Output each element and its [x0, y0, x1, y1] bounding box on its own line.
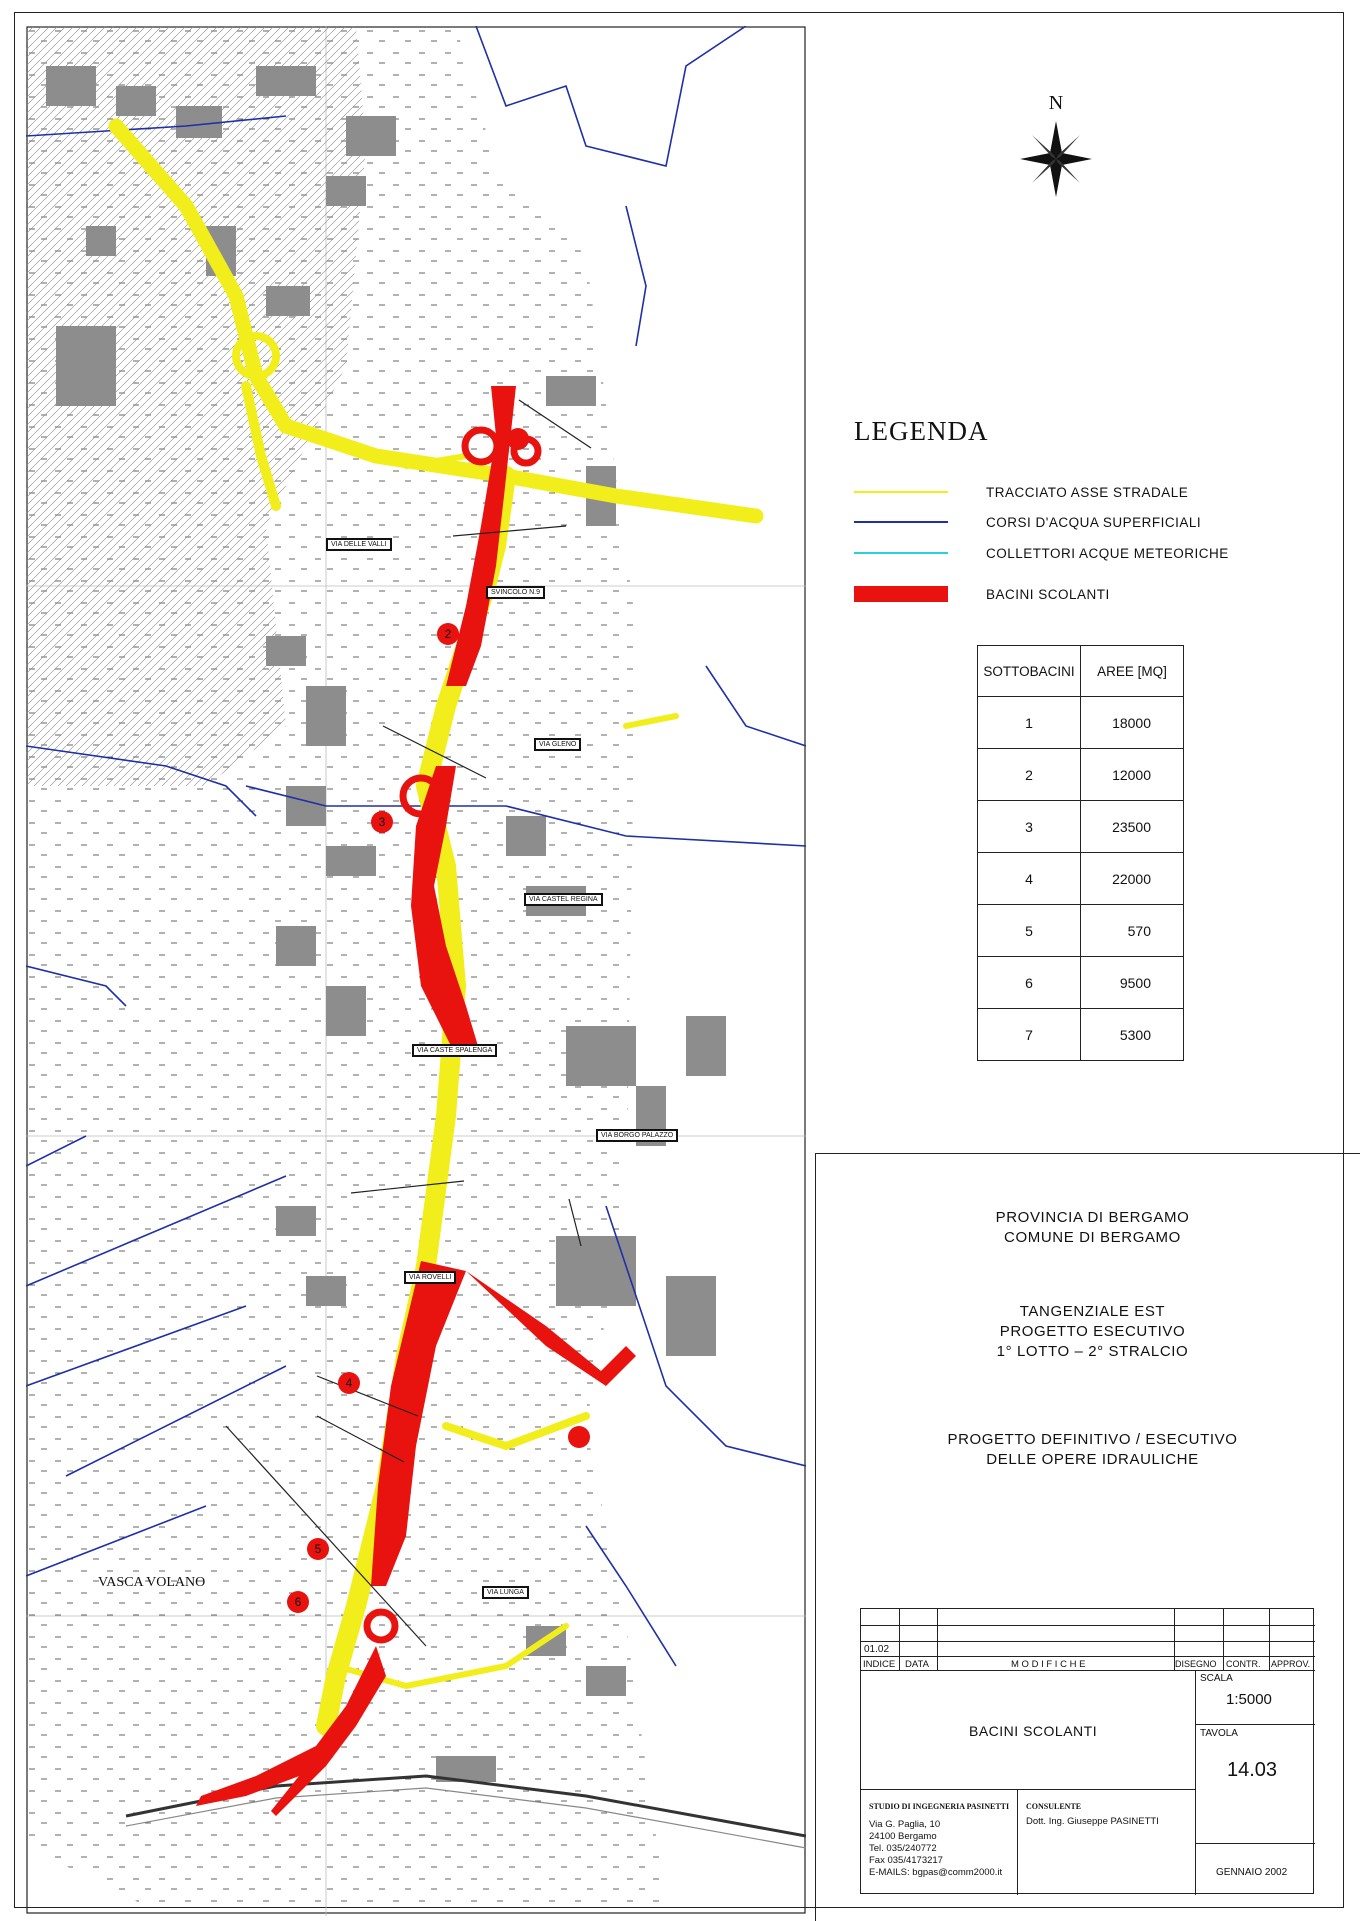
project-block	[820, 1302, 1360, 1362]
address-line: Via G. Paglia, 10	[869, 1819, 941, 1830]
subbasin-area: 18000	[1081, 697, 1184, 749]
legend-swatch	[854, 521, 948, 523]
ente-block	[820, 1208, 1360, 1248]
issue-date: GENNAIO 2002	[1216, 1867, 1288, 1878]
address-line: Fax 035/4173217	[869, 1855, 943, 1866]
map-canvas	[26, 26, 806, 1916]
legend-label: COLLETTORI ACQUE METEORICHE	[986, 545, 1229, 561]
scale-label: SCALA	[1200, 1673, 1233, 1684]
compass-rose-icon	[1018, 115, 1094, 199]
legend-item-collectors	[854, 543, 1229, 563]
address-line: 24100 Bergamo	[869, 1831, 937, 1842]
street-label: VIA ROVELLI	[404, 1271, 456, 1284]
header-disegno: DISEGNO	[1175, 1659, 1217, 1669]
legend-label: CORSI D'ACQUA SUPERFICIALI	[986, 514, 1202, 530]
street-label: VIA DELLE VALLI	[326, 538, 392, 551]
studio-address	[869, 1819, 1002, 1879]
subbasin-id: 3	[978, 801, 1081, 853]
basin-marker-5: 5	[307, 1538, 329, 1560]
north-arrow	[1018, 92, 1094, 202]
street-label: SVINCOLO N.9	[486, 586, 545, 599]
subject-line: DELLE OPERE IDRAULICHE	[986, 1451, 1199, 1468]
basin-marker-1	[507, 428, 529, 450]
legend-label: TRACCIATO ASSE STRADALE	[986, 484, 1189, 500]
header-indice: INDICE	[863, 1659, 896, 1670]
header-approv: APPROV.	[1271, 1659, 1311, 1669]
subbasin-id: 6	[978, 957, 1081, 1009]
legend-swatch	[854, 491, 948, 493]
basin-marker-7	[568, 1426, 590, 1448]
subbasin-id: 4	[978, 853, 1081, 905]
north-label: N	[1048, 92, 1064, 114]
legend-swatch	[854, 552, 948, 554]
studio-name: STUDIO DI INGEGNERIA PASINETTI	[869, 1802, 1010, 1811]
map-panel	[26, 26, 806, 1916]
subbasin-area: 22000	[1081, 853, 1184, 905]
basin-marker-2: 2	[437, 623, 459, 645]
drawing-title: BACINI SCOLANTI	[969, 1723, 1098, 1739]
project-line: 1° LOTTO – 2° STRALCIO	[996, 1343, 1189, 1360]
subbasin-area: 5300	[1081, 1009, 1184, 1061]
address-line: Tel. 035/240772	[869, 1843, 937, 1854]
table-row	[978, 1009, 1184, 1061]
subbasin-id: 1	[978, 697, 1081, 749]
table-header-row	[978, 646, 1184, 697]
legend-item-basins	[854, 584, 1110, 604]
subbasin-area: 570	[1081, 905, 1184, 957]
legend-swatch	[854, 586, 948, 602]
subbasin-area: 9500	[1081, 957, 1184, 1009]
legend-item-watercourses	[854, 512, 1201, 532]
column-header: SOTTOBACINI	[978, 646, 1081, 697]
header-contr: CONTR.	[1226, 1659, 1261, 1669]
table-row	[978, 697, 1184, 749]
street-label: VIA GLENO	[534, 738, 581, 751]
street-label: VIA CASTEL REGINA	[524, 893, 603, 906]
column-header: AREE [MQ]	[1081, 646, 1184, 697]
project-line: PROGETTO ESECUTIVO	[999, 1323, 1186, 1340]
ente-line: PROVINCIA DI BERGAMO	[995, 1209, 1190, 1226]
subbasin-id: 5	[978, 905, 1081, 957]
vasca-volano-label: VASCA VOLANO	[98, 1575, 206, 1590]
table-row	[978, 905, 1184, 957]
tavola-value: 14.03	[1227, 1759, 1278, 1781]
table-row	[978, 853, 1184, 905]
street-label: VIA LUNGA	[482, 1586, 529, 1599]
legend-item-road-axis	[854, 482, 1188, 502]
street-label: VIA CASTE SPALENGA	[412, 1044, 497, 1057]
consultant-name: Dott. Ing. Giuseppe PASINETTI	[1026, 1816, 1159, 1827]
table-row	[978, 957, 1184, 1009]
basin-marker-4: 4	[338, 1372, 360, 1394]
subbasin-area: 12000	[1081, 749, 1184, 801]
basin-marker-3: 3	[371, 811, 393, 833]
consultant-label: CONSULENTE	[1026, 1802, 1082, 1811]
legend-title: LEGENDA	[854, 416, 989, 446]
header-data: DATA	[905, 1659, 929, 1670]
header-modifiche: M O D I F I C H E	[1011, 1659, 1086, 1670]
tavola-label: TAVOLA	[1200, 1728, 1238, 1739]
legend-label: BACINI SCOLANTI	[986, 586, 1110, 602]
basin-marker-6: 6	[287, 1591, 309, 1613]
subbasin-id: 2	[978, 749, 1081, 801]
table-row	[978, 749, 1184, 801]
address-line: E-MAILS: bgpas@comm2000.it	[869, 1867, 1003, 1878]
project-line: TANGENZIALE EST	[1019, 1303, 1166, 1320]
ente-line: COMUNE DI BERGAMO	[1004, 1229, 1181, 1246]
revision-index: 01.02	[864, 1644, 890, 1655]
cartouche	[860, 1608, 1314, 1894]
table-row	[978, 801, 1184, 853]
subbasin-area: 23500	[1081, 801, 1184, 853]
subbasin-areas-table	[977, 645, 1184, 1061]
subject-block	[820, 1430, 1360, 1470]
scale-value: 1:5000	[1226, 1691, 1272, 1708]
subbasin-id: 7	[978, 1009, 1081, 1061]
street-label: VIA BORGO PALAZZO	[596, 1129, 678, 1142]
subject-line: PROGETTO DEFINITIVO / ESECUTIVO	[947, 1431, 1238, 1448]
